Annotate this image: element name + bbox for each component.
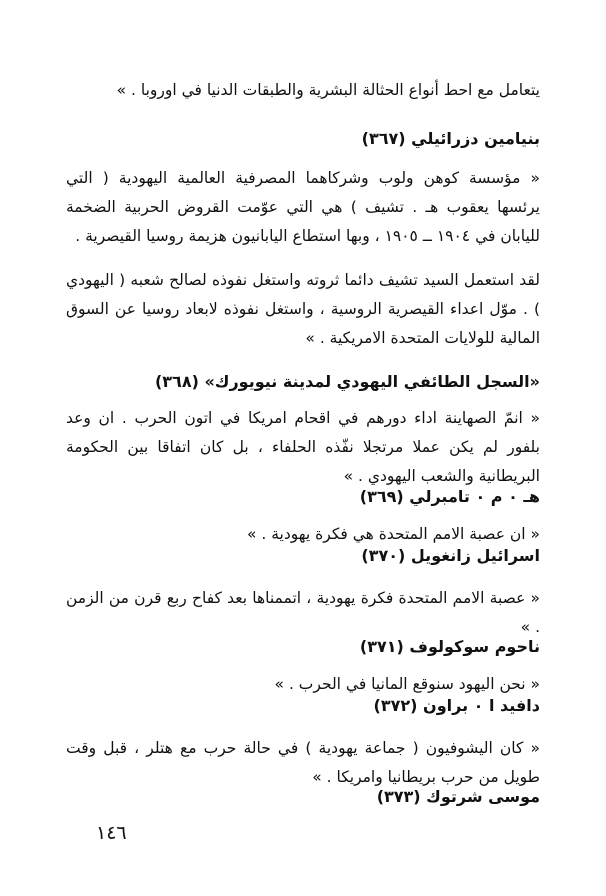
- paragraph-league-struggle: « عصبة الامم المتحدة فكرة يهودية ، اتممناها بعد كفاح ربع قرن من الزمن . »: [66, 589, 540, 636]
- citation-brown: دافيد ا ٠ براون (٣٧٢): [373, 696, 540, 715]
- paragraph-germany-war: « نحن اليهود سنوقع المانيا في الحرب . »: [274, 675, 540, 693]
- paragraph-balfour: « انمّ الصهاينة اداء دورهم في اقحام امريكا في اتون الحرب . ان وعد بلفور لم يكن عملا مرتجلا نفّذه الحلفاء ، بل كان اتفاقا بين الحكومة البريطانية والشعب اليهودي . »: [66, 409, 540, 485]
- page-number: ١٤٦: [96, 822, 127, 844]
- paragraph-yishuv: « كان اليشوفيون ( جماعة يهودية ) في حالة حرب مع هتلر ، قبل وقت طويل من حرب بريطانيا وامريكا . »: [66, 739, 540, 786]
- citation-sokolow: ناحوم سوكولوف (٣٧١): [359, 637, 540, 656]
- citation-sharett: موسى شرتوك (٣٧٣): [376, 787, 540, 806]
- paragraph-intro: يتعامل مع احط أنواع الحثالة البشرية والطبقات الدنيا في اوروبا . »: [116, 81, 540, 99]
- citation-temperley: هـ ٠ م ٠ تامبرلي (٣٦٩): [359, 487, 540, 506]
- paragraph-league-idea: « ان عصبة الامم المتحدة هي فكرة يهودية . »: [246, 525, 540, 543]
- citation-zangwill: اسرائيل زانغويل (٣٧٠): [361, 546, 540, 565]
- paragraph-kuhn-loeb: « مؤسسة كوهن ولوب وشركاهما المصرفية العالمية اليهودية ( التي يرئسها يعقوب هـ . تشيف ) هي التي عوّمت القروض الحربية الضخمة لليابان في ١٩٠٤ ــ ١٩٠٥ ، وبها استطاع اليابانيون هزيمة روسيا القيصرية .: [66, 169, 540, 245]
- paragraph-schiff: لقد استعمل السيد تشيف دائما ثروته واستغل نفوذه لصالح شعبه ( اليهودي ) . موّل اعداء القيصرية الروسية ، واستغل نفوذه لابعاد روسيا عن السوق المالية للولايات المتحدة الامريكية . »: [66, 271, 540, 347]
- citation-ny-register: «السجل الطائفي اليهودي لمدينة نيويورك» (٣٦٨): [154, 372, 540, 391]
- citation-disraeli: بنيامين دزرائيلي (٣٦٧): [361, 129, 540, 148]
